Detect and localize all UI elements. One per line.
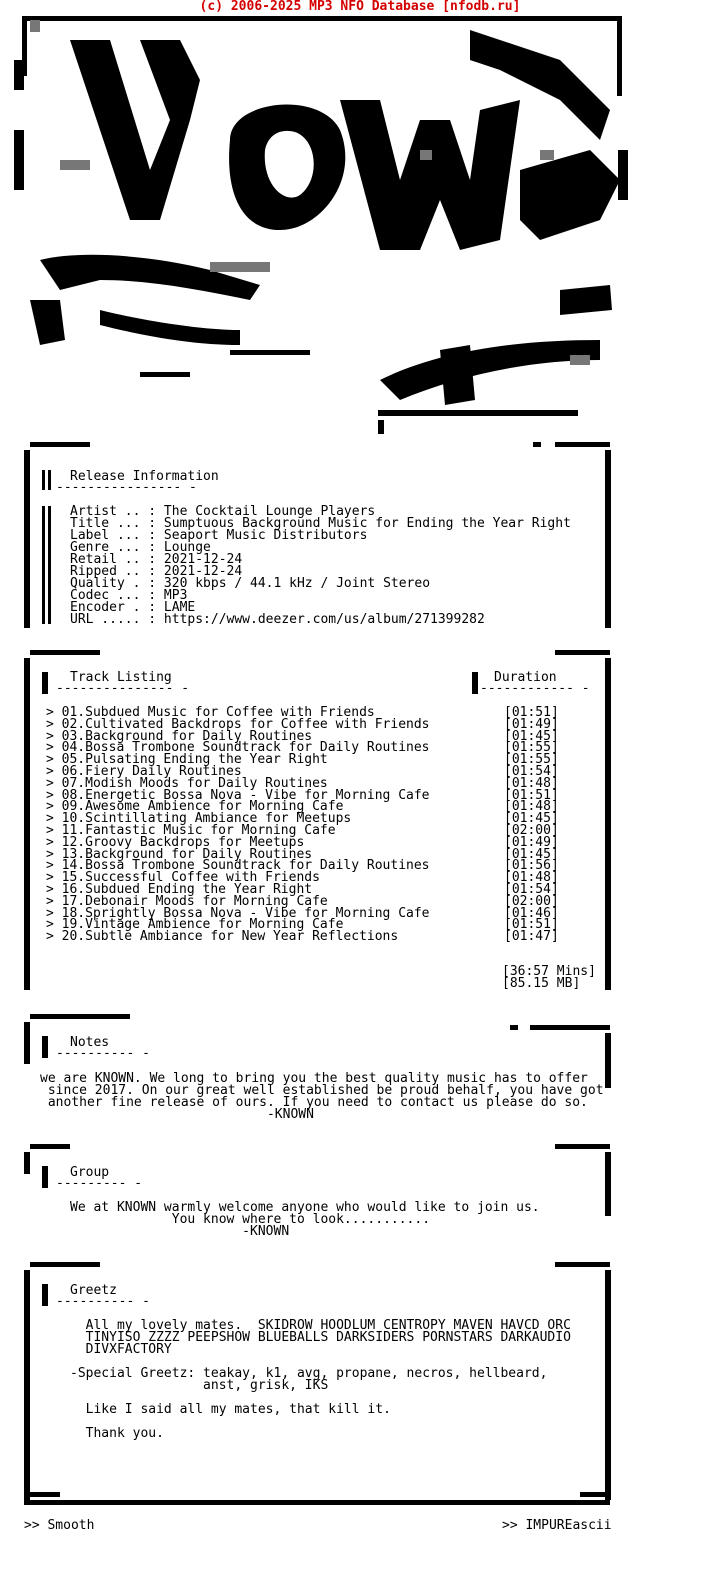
track-name: > 17.Debonair Moods for Morning Cafe [46,893,328,909]
track-name: > 06.Fiery Daily Routines [46,764,242,779]
track-duration: [01:45] [504,846,559,862]
title-underline: ------------ - [480,681,590,696]
track-duration: [01:54] [504,882,559,897]
release-info-line: Artist .. : The Cocktail Lounge Players [70,504,376,519]
track-name: > 19.Vintage Ambience for Morning Cafe [46,917,344,933]
track-duration: [01:51] [504,917,559,933]
track-duration: [01:49] [504,834,559,850]
track-name: > 10.Scintillating Ambiance for Meetups [46,811,352,827]
track-name: > 03.Background for Daily Routines [46,728,313,744]
group-title: Group [70,1165,110,1180]
track-duration: [01:55] [504,752,559,768]
release-info-line: Retail .. : 2021-12-24 [70,551,243,567]
track-duration: [01:45] [504,728,559,744]
footer-credit-left: >> Smooth [24,1518,95,1533]
track-duration: [01:48] [504,775,559,791]
track-name: > 04.Bossa Trombone Soundtrack for Daily Routines [46,740,430,756]
logo-tag: sM [566,82,582,97]
track-name: > 20.Subtle Ambiance for New Year Reflections [46,929,399,945]
track-name: > 13.Background for Daily Routines [46,846,313,862]
title-underline: ---------- - [56,1294,150,1309]
release-info-line: URL ..... : https://www.deezer.com/us/album/271399282 [70,611,485,627]
track-duration: [01:51] [504,787,559,803]
track-duration: [01:55] [504,740,559,756]
track-name: > 16.Subdued Ending the Year Right [46,882,313,897]
track-duration: [02:00] [504,823,559,838]
track-duration: [01:54] [504,764,559,779]
track-name: > 09.Awesome Ambience for Morning Cafe [46,799,344,815]
track-name: > 15.Successful Coffee with Friends [46,870,320,886]
release-info-line: Quality . : 320 kbps / 44.1 kHz / Joint Stereo [70,575,431,591]
release-info-line: Ripped .. : 2021-12-24 [70,563,243,579]
title-underline: ---------- - [56,1046,150,1061]
title-underline: --------- - [56,1176,143,1191]
greetz-title: Greetz [70,1283,117,1298]
track-name: > 11.Fantastic Music for Morning Cafe [46,823,336,838]
track-name: > 14.Bossa Trombone Soundtrack for Daily Routines [46,858,430,874]
track-name: > 05.Pulsating Ending the Year Right [46,752,328,768]
track-duration: [01:47] [504,929,559,945]
notes-title: Notes [70,1035,110,1050]
notes-text: we are KNOWN. We long to bring you the best quality music has to offer since 2017. On our great well established be proud behalf, you have got another fine release of ours. If you need to contact us please do so. -KNOWN [40,1071,604,1122]
release-info-line: Title ... : Sumptuous Background Music for Ending the Year Right [70,515,571,531]
track-name: > 08.Energetic Bossa Nova - Vibe for Morning Cafe [46,787,430,803]
duration-header: Duration [494,670,557,685]
track-duration: [01:48] [504,799,559,815]
track-duration: [02:00] [504,893,559,909]
track-listing-title: Track Listing [70,670,172,685]
track-name: > 12.Groovy Backdrops for Meetups [46,834,305,850]
group-text: We at KNOWN warmly welcome anyone who would like to join us. You know where to look........... -KNOWN [70,1200,540,1239]
release-info-line: Encoder . : LAME [70,599,196,615]
release-info-title: Release Information [70,469,219,484]
track-name: > 18.Sprightly Bossa Nova - Vibe for Morning Cafe [46,905,430,921]
greetz-text: All my lovely mates. SKIDROW HOODLUM CENTROPY MAVEN HAVCD ORC TINYISO ZZZZ PEEPSHOW BLUEBALLS DARKSIDERS PORNSTARS DARKAUDIO DIVXFACTORY -Special Greetz: teakay, k1, avg, propane, necros, hellbeard, anst, grisk, IKS Like I said all my mates, that kill it. Thank you. [70,1318,571,1441]
track-duration: [01:49] [504,716,559,732]
copyright-header: (c) 2006-2025 MP3 NFO Database [nfodb.ru] [199,0,521,14]
track-duration: [01:48] [504,870,559,886]
title-underline: ---------------- - [56,480,197,495]
track-duration: [01:46] [504,905,559,921]
track-duration: [01:56] [504,858,559,874]
footer-credit-right: >> IMPUREascii [502,1518,612,1533]
track-name: > 02.Cultivated Backdrops for Coffee with Friends [46,716,430,732]
title-underline: --------------- - [56,681,190,696]
track-duration: [01:45] [504,811,559,827]
release-info-line: Codec ... : MP3 [70,587,188,603]
track-duration: [01:51] [504,705,559,720]
total-time: [36:57 Mins] [502,964,596,979]
release-info-line: Genre ... : Lounge [70,539,211,555]
total-size: [85.15 MB] [502,976,581,991]
track-name: > 07.Modish Moods for Daily Routines [46,775,328,791]
release-info-line: Label ... : Seaport Music Distributors [70,527,368,543]
track-name: > 01.Subdued Music for Coffee with Friends [46,705,375,720]
